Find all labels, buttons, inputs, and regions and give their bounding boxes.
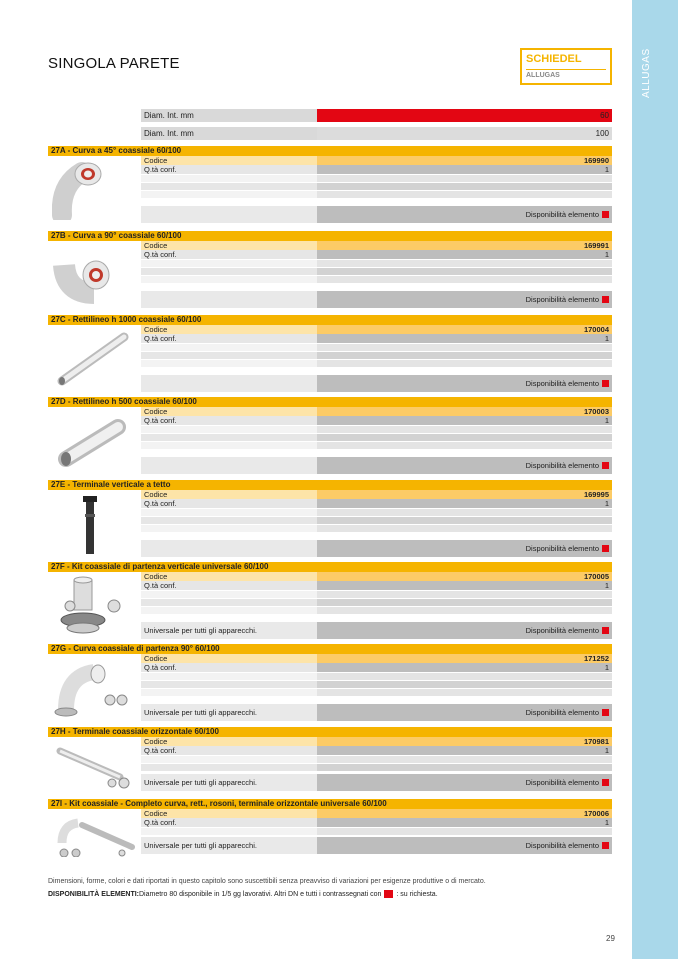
codice-row (141, 809, 612, 818)
availability-row (141, 206, 612, 223)
qta-label: Q.tà conf. (141, 334, 317, 343)
red-square-icon (602, 380, 609, 387)
filler-cell (141, 525, 317, 532)
red-square-icon (384, 890, 393, 898)
roof-terminal-icon (52, 494, 138, 561)
availability-row (141, 457, 612, 474)
universal-note (141, 540, 317, 557)
red-square-icon (602, 709, 609, 716)
universal-note: Universale per tutti gli apparecchi. (141, 837, 317, 854)
footer-availability (48, 890, 438, 898)
table-filler-row (141, 260, 612, 267)
table-filler-row (141, 276, 612, 283)
availability-cell (317, 291, 612, 308)
availability-label: Disponibilità elemento (525, 210, 599, 219)
complete-kit-icon (52, 813, 138, 862)
filler-cell (317, 673, 612, 680)
filler-cell (317, 756, 612, 763)
table-filler-row (141, 344, 612, 351)
codice-row (141, 325, 612, 334)
qta-label: Q.tà conf. (141, 818, 317, 827)
qta-value: 1 (317, 663, 612, 672)
pipe-long-icon (52, 329, 138, 394)
qta-row (141, 499, 612, 508)
codice-label: Codice (141, 156, 317, 165)
availability-label: Disponibilità elemento (525, 379, 599, 388)
red-square-icon (602, 627, 609, 634)
filler-cell (141, 175, 317, 182)
universal-note (141, 375, 317, 392)
elbow-45-icon (52, 160, 138, 225)
section-title: 27I - Kit coassiale - Completo curva, rett., rosoni, terminale orizzontale universale 60/100 (48, 799, 612, 809)
codice-value: 170006 (317, 809, 612, 818)
product-section (48, 799, 612, 857)
filler-cell (141, 607, 317, 614)
table-filler-row (141, 183, 612, 190)
horizontal-terminal-icon (52, 741, 138, 796)
table-filler-row (141, 673, 612, 680)
filler-cell (317, 764, 612, 771)
table-filler-row (141, 426, 612, 433)
universal-note: Universale per tutti gli apparecchi. (141, 774, 317, 791)
codice-value: 169995 (317, 490, 612, 499)
filler-cell (141, 509, 317, 516)
universal-note: Universale per tutti gli apparecchi. (141, 622, 317, 639)
table-filler-row (141, 509, 612, 516)
side-band (632, 0, 678, 959)
section-title: 27F - Kit coassiale di partenza verticale universale 60/100 (48, 562, 612, 572)
logo-sub: ALLUGAS (526, 72, 560, 79)
table-filler-row (141, 268, 612, 275)
table-filler-row (141, 681, 612, 688)
qta-value: 1 (317, 746, 612, 755)
diam-row-60 (141, 109, 612, 122)
table-filler-row (141, 175, 612, 182)
codice-label: Codice (141, 572, 317, 581)
filler-cell (141, 268, 317, 275)
filler-cell (317, 434, 612, 441)
universal-note: Universale per tutti gli apparecchi. (141, 704, 317, 721)
table-filler-row (141, 442, 612, 449)
elbow-90-icon (52, 245, 138, 310)
section-title: 27G - Curva coassiale di partenza 90° 60/100 (48, 644, 612, 654)
codice-value: 170004 (317, 325, 612, 334)
qta-value: 1 (317, 416, 612, 425)
availability-row (141, 774, 612, 791)
availability-label: Disponibilità elemento (525, 544, 599, 553)
logo-brand: SCHIEDEL (526, 53, 582, 65)
table-filler-row (141, 352, 612, 359)
availability-cell (317, 837, 612, 854)
diam-label: Diam. Int. mm (141, 109, 317, 122)
availability-label: Disponibilità elemento (525, 626, 599, 635)
filler-cell (317, 360, 612, 367)
codice-label: Codice (141, 490, 317, 499)
vertical-kit-icon (52, 576, 138, 643)
codice-row (141, 156, 612, 165)
availability-label: Disponibilità elemento (525, 778, 599, 787)
table-filler-row (141, 756, 612, 763)
codice-value: 170003 (317, 407, 612, 416)
qta-label: Q.tà conf. (141, 663, 317, 672)
filler-cell (317, 191, 612, 198)
product-section (48, 480, 612, 560)
codice-value: 170005 (317, 572, 612, 581)
page-title: SINGOLA PARETE (48, 55, 180, 72)
qta-value: 1 (317, 818, 612, 827)
availability-cell (317, 774, 612, 791)
codice-label: Codice (141, 737, 317, 746)
red-square-icon (602, 842, 609, 849)
red-square-icon (602, 462, 609, 469)
availability-label: Disponibilità elemento (525, 295, 599, 304)
codice-value: 170981 (317, 737, 612, 746)
product-section (48, 231, 612, 311)
codice-row (141, 737, 612, 746)
section-title: 27A - Curva a 45° coassiale 60/100 (48, 146, 612, 156)
codice-label: Codice (141, 407, 317, 416)
filler-cell (141, 434, 317, 441)
red-square-icon (602, 296, 609, 303)
qta-label: Q.tà conf. (141, 746, 317, 755)
codice-row (141, 241, 612, 250)
side-label: ALLUGAS (641, 48, 652, 98)
codice-row (141, 572, 612, 581)
red-square-icon (602, 545, 609, 552)
product-section (48, 644, 612, 724)
codice-value: 169991 (317, 241, 612, 250)
qta-row (141, 250, 612, 259)
qta-value: 1 (317, 581, 612, 590)
qta-label: Q.tà conf. (141, 581, 317, 590)
filler-cell (317, 175, 612, 182)
availability-cell (317, 457, 612, 474)
footer-availability-text: Diametro 80 disponibile in 1/5 gg lavorativi. Altri DN e tutti i contrassegnati con (139, 890, 382, 898)
availability-label: Disponibilità elemento (525, 461, 599, 470)
product-section (48, 397, 612, 477)
filler-cell (141, 360, 317, 367)
diam-label: Diam. Int. mm (141, 127, 317, 140)
availability-cell (317, 540, 612, 557)
filler-cell (317, 352, 612, 359)
filler-cell (317, 599, 612, 606)
table-filler-row (141, 599, 612, 606)
qta-row (141, 416, 612, 425)
availability-label: Disponibilità elemento (525, 708, 599, 717)
red-square-icon (602, 211, 609, 218)
availability-row (141, 540, 612, 557)
qta-row (141, 334, 612, 343)
table-filler-row (141, 828, 612, 835)
filler-cell (317, 268, 612, 275)
qta-value: 1 (317, 334, 612, 343)
filler-cell (141, 764, 317, 771)
codice-label: Codice (141, 241, 317, 250)
filler-cell (317, 260, 612, 267)
section-title: 27E - Terminale verticale a tetto (48, 480, 612, 490)
filler-cell (141, 276, 317, 283)
filler-cell (317, 276, 612, 283)
filler-cell (141, 344, 317, 351)
red-square-icon (602, 779, 609, 786)
qta-row (141, 165, 612, 174)
diam-row-100 (141, 127, 612, 140)
universal-note (141, 291, 317, 308)
codice-label: Codice (141, 809, 317, 818)
table-filler-row (141, 525, 612, 532)
table-filler-row (141, 764, 612, 771)
table-filler-row (141, 689, 612, 696)
footer-disclaimer: Dimensioni, forme, colori e dati riportati in questo capitolo sono suscettibili senza preavviso di variazioni per esigenze produttive o di mercato. (48, 878, 486, 885)
table-filler-row (141, 591, 612, 598)
filler-cell (317, 442, 612, 449)
qta-value: 1 (317, 499, 612, 508)
availability-cell (317, 375, 612, 392)
logo-divider (526, 69, 606, 70)
diam-value: 60 (317, 109, 612, 122)
filler-cell (141, 689, 317, 696)
table-filler-row (141, 360, 612, 367)
availability-cell (317, 206, 612, 223)
qta-label: Q.tà conf. (141, 499, 317, 508)
footer-availability-end: : su richiesta. (396, 890, 438, 898)
filler-cell (317, 344, 612, 351)
qta-row (141, 818, 612, 827)
filler-cell (141, 756, 317, 763)
qta-label: Q.tà conf. (141, 250, 317, 259)
qta-row (141, 581, 612, 590)
schiedel-logo (520, 48, 612, 85)
filler-cell (141, 260, 317, 267)
filler-cell (317, 591, 612, 598)
qta-value: 1 (317, 165, 612, 174)
codice-row (141, 407, 612, 416)
table-filler-row (141, 607, 612, 614)
codice-value: 171252 (317, 654, 612, 663)
filler-cell (141, 517, 317, 524)
codice-label: Codice (141, 325, 317, 334)
product-section (48, 562, 612, 642)
filler-cell (141, 352, 317, 359)
filler-cell (317, 525, 612, 532)
filler-cell (317, 183, 612, 190)
diam-value: 100 (317, 127, 612, 140)
filler-cell (141, 191, 317, 198)
availability-row (141, 837, 612, 854)
filler-cell (141, 673, 317, 680)
section-title: 27B - Curva a 90° coassiale 60/100 (48, 231, 612, 241)
qta-label: Q.tà conf. (141, 165, 317, 174)
product-section (48, 727, 612, 794)
qta-row (141, 746, 612, 755)
footer-availability-label: DISPONIBILITÀ ELEMENTI: (48, 890, 139, 898)
table-filler-row (141, 191, 612, 198)
availability-row (141, 291, 612, 308)
filler-cell (141, 681, 317, 688)
filler-cell (317, 517, 612, 524)
availability-row (141, 704, 612, 721)
filler-cell (141, 442, 317, 449)
filler-cell (141, 426, 317, 433)
qta-row (141, 663, 612, 672)
availability-row (141, 622, 612, 639)
filler-cell (141, 599, 317, 606)
product-section (48, 315, 612, 395)
filler-cell (141, 828, 317, 835)
page-number: 29 (606, 934, 615, 943)
universal-note (141, 457, 317, 474)
availability-cell (317, 622, 612, 639)
filler-cell (317, 607, 612, 614)
filler-cell (317, 828, 612, 835)
qta-label: Q.tà conf. (141, 416, 317, 425)
universal-note (141, 206, 317, 223)
availability-cell (317, 704, 612, 721)
filler-cell (141, 183, 317, 190)
qta-value: 1 (317, 250, 612, 259)
filler-cell (141, 591, 317, 598)
availability-label: Disponibilità elemento (525, 841, 599, 850)
codice-label: Codice (141, 654, 317, 663)
filler-cell (317, 426, 612, 433)
pipe-short-icon (52, 411, 138, 476)
codice-row (141, 490, 612, 499)
availability-row (141, 375, 612, 392)
filler-cell (317, 681, 612, 688)
start-elbow-icon (52, 658, 138, 725)
codice-row (141, 654, 612, 663)
product-section (48, 146, 612, 226)
filler-cell (317, 509, 612, 516)
table-filler-row (141, 434, 612, 441)
filler-cell (317, 689, 612, 696)
table-filler-row (141, 517, 612, 524)
codice-value: 169990 (317, 156, 612, 165)
section-title: 27D - Rettilineo h 500 coassiale 60/100 (48, 397, 612, 407)
section-title: 27C - Rettilineo h 1000 coassiale 60/100 (48, 315, 612, 325)
section-title: 27H - Terminale coassiale orizzontale 60/100 (48, 727, 612, 737)
